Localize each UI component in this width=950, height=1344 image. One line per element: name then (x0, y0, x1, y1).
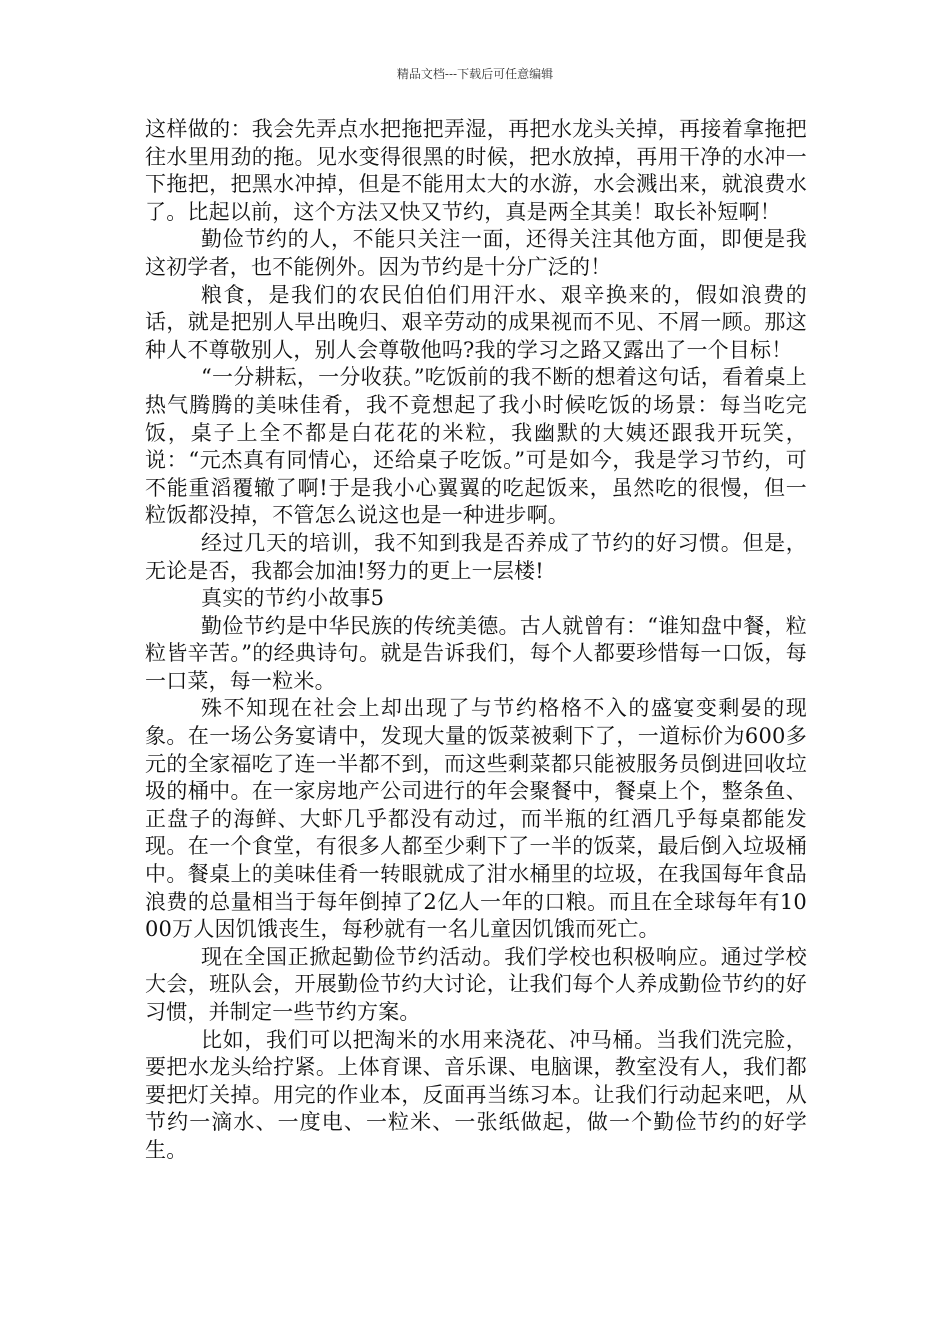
paragraph: “一分耕耘，一分收获。”吃饭前的我不断的想着这句话，看着桌上热气腾腾的美味佳肴，我不竟想起了我小时候吃饭的场景：每当吃完饭，桌子上全不都是白花花的米粒，我幽默的大姨还跟我开玩笑，说：“元杰真有同情心，还给桌子吃饭。”可是如今，我是学习节约，可不能重滔覆辙了啊!于是我小心翼翼的吃起饭来，虽然吃的很慢，但一粒饭都没掉，不管怎么说这也是一种进步啊。 (145, 365, 807, 528)
paragraph: 现在全国正掀起勤俭节约活动。我们学校也积极响应。通过学校大会，班队会，开展勤俭节约大讨论，让我们每个人养成勤俭节约的好习惯，并制定一些节约方案。 (145, 944, 807, 1024)
document-body (145, 116, 807, 1165)
paragraph: 粮食，是我们的农民伯伯们用汗水、艰辛换来的，假如浪费的话，就是把别人早出晚归、艰辛劳动的成果视而不见、不屑一顾。那这种人不尊敬别人，别人会尊敬他吗?我的学习之路又露出了一个目标！ (145, 282, 807, 362)
paragraph: 经过几天的培训，我不知到我是否养成了节约的好习惯。但是，无论是否，我都会加油!努力的更上一层楼! (145, 530, 807, 583)
paragraph: 勤俭节约是中华民族的传统美德。古人就曾有：“谁知盘中餐，粒粒皆辛苦。”的经典诗句。就是告诉我们，每个人都要珍惜每一口饭，每一口菜，每一粒米。 (145, 613, 807, 693)
paragraph: 这样做的：我会先弄点水把拖把弄湿，再把水龙头关掉，再接着拿拖把往水里用劲的拖。见水变得很黑的时候，把水放掉，再用干净的水冲一下拖把，把黑水冲掉，但是不能用太大的水游，水会溅出来，就浪费水了。比起以前，这个方法又快又节约，真是两全其美！取长补短啊！ (145, 117, 807, 224)
paragraph: 殊不知现在社会上却出现了与节约格格不入的盛宴变剩晏的现象。在一场公务宴请中，发现大量的饭菜被剩下了，一道标价为600多元的全家福吃了连一半都不到，而这些剩菜都只能被服务员倒进回收垃圾的桶中。在一家房地产公司进行的年会聚餐中，餐桌上个，整条鱼、正盘子的海鲜、大虾几乎都没有动过，而半瓶的红酒几乎每桌都能发现。在一个食堂，有很多人都至少剩下了一半的饭菜，最后倒入垃圾桶中。餐桌上的美味佳肴一转眼就成了泔水桶里的垃圾，在我国每年食品浪费的总量相当于每年倒掉了2亿人一年的口粮。而且在全球每年有1000万人因饥饿丧生，每秒就有一名儿童因饥饿而死亡。 (145, 696, 807, 942)
section-heading: 真实的节约小故事5 (201, 586, 385, 611)
paragraph: 比如，我们可以把淘米的水用来浇花、冲马桶。当我们洗完脸，要把水龙头给拧紧。上体育课、音乐课、电脑课，教室没有人，我们都要把灯关掉。用完的作业本，反面再当练习本。让我们行动起来吧，从节约一滴水、一度电、一粒米、一张纸做起，做一个勤俭节约的好学生。 (145, 1027, 807, 1162)
paragraph: 勤俭节约的人，不能只关注一面，还得关注其他方面，即便是我这初学者，也不能例外。因为节约是十分广泛的！ (145, 227, 807, 279)
page-header: 精品文档---下载后可任意编辑 (396, 67, 554, 81)
